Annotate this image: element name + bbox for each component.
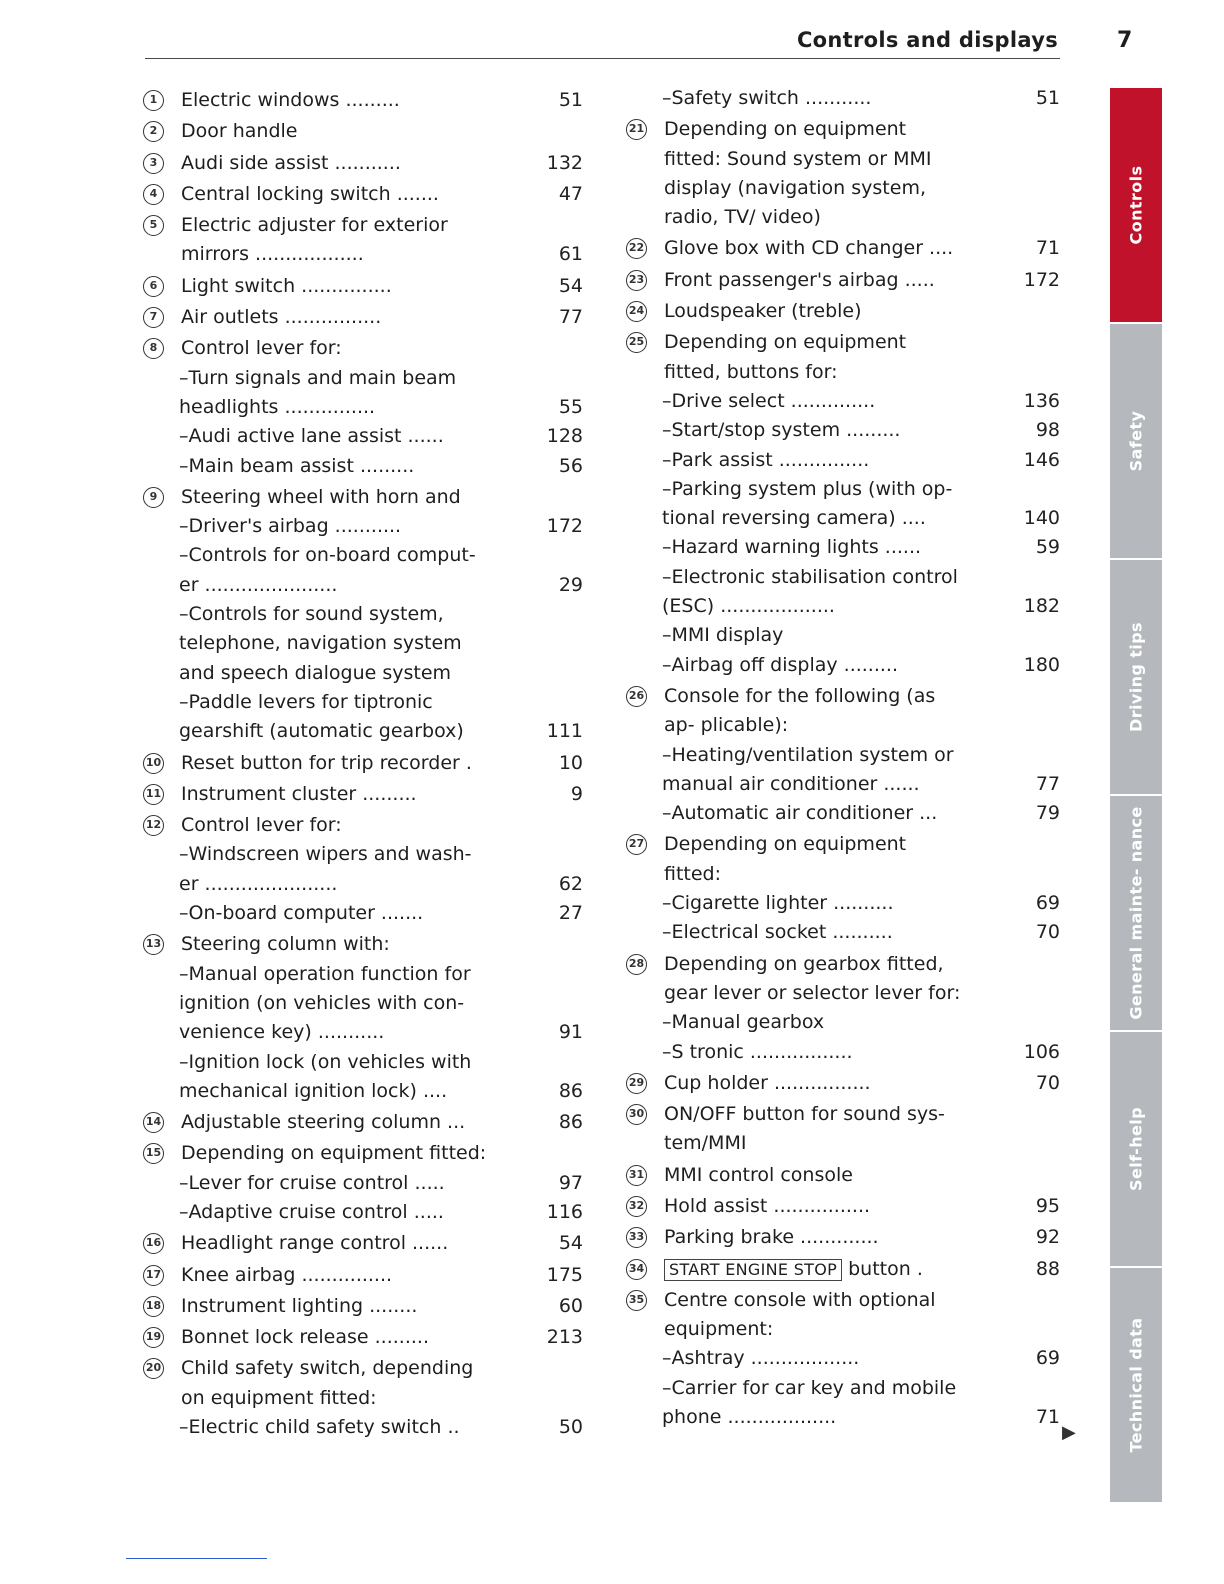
entry-label: Heating/ventilation system or manual air conditioner ...... <box>662 743 954 795</box>
entry-label: Park assist ............... <box>671 448 870 471</box>
legend-entry <box>143 749 583 778</box>
entry-label: Electric child safety switch .. <box>188 1416 460 1439</box>
entry-label: Electronic stabilisation control (ESC) ................... <box>662 565 958 618</box>
sub-entry <box>626 446 1060 475</box>
callout-number-icon: 10 <box>143 753 164 774</box>
footer-rule <box>126 1558 267 1559</box>
callout-number-icon: 22 <box>626 238 647 259</box>
legend-entry <box>143 930 583 959</box>
page-reference: 10 <box>558 751 583 774</box>
entry-label: Parking system plus (with op- tional reversing camera) .... <box>662 477 953 530</box>
entry-text: –Windscreen wipers and wash- er ...................... <box>179 843 472 895</box>
page-reference: 116 <box>546 1200 583 1223</box>
entry-label: Knee airbag ............... <box>181 1263 393 1286</box>
entry-label: Paddle levers for tiptronic gearshift (automatic gearbox) <box>179 690 464 743</box>
legend-entry <box>143 211 583 270</box>
page-reference: 77 <box>558 306 583 329</box>
entry-label: Ashtray .................. <box>671 1347 860 1370</box>
entry-label: Audi side assist ........... <box>181 151 401 174</box>
callout-number-icon: 13 <box>143 934 164 955</box>
entry-text: –Audi active lane assist ...... <box>179 425 444 448</box>
legend-entry <box>143 272 583 301</box>
callout-number-icon: 25 <box>626 332 647 353</box>
legend-entry <box>143 780 583 809</box>
page-reference: 51 <box>1035 87 1060 109</box>
entry-label: Light switch ............... <box>181 274 392 297</box>
entry-text: –Paddle levers for tiptronic gearshift (automatic gearbox) <box>179 690 464 743</box>
entry-text <box>664 1161 1060 1190</box>
entry-label: Steering wheel with horn and <box>181 485 461 508</box>
callout-number-icon: 32 <box>626 1196 647 1217</box>
entry-text: –Manual operation function for ignition (on vehicles with con- venience key) ........... <box>179 962 471 1044</box>
entry-text <box>664 297 1060 326</box>
entry-text <box>181 117 583 146</box>
callout-number-icon: 9 <box>143 487 164 508</box>
page-reference: 86 <box>558 1111 583 1134</box>
entry-label: Control lever for: <box>181 337 342 360</box>
callout-number-icon: 28 <box>626 954 647 975</box>
sub-entry <box>626 889 1060 918</box>
entry-label: ON/OFF button for sound sys- tem/MMI <box>664 1103 945 1155</box>
entry-label: Centre console with optional equipment: <box>664 1288 936 1341</box>
page-reference: 27 <box>558 902 583 925</box>
sub-entry <box>626 918 1060 947</box>
page-reference: 146 <box>1023 448 1060 471</box>
entry-label: On-board computer ....... <box>188 902 424 925</box>
page-reference: 111 <box>546 720 583 743</box>
legend-entry <box>626 297 1060 326</box>
page-reference: 97 <box>558 1171 583 1194</box>
page-reference: 59 <box>1035 536 1060 559</box>
page-reference: 55 <box>558 395 583 418</box>
page-reference: 95 <box>1035 1194 1060 1217</box>
entry-label: Adjustable steering column ... <box>181 1111 466 1134</box>
entry-label: Airbag off display ......... <box>671 653 899 676</box>
sub-entry <box>626 1344 1060 1373</box>
callout-number-icon: 18 <box>143 1296 164 1317</box>
page-reference: 172 <box>1023 268 1060 291</box>
callout-number-icon: 34 <box>626 1259 647 1280</box>
entry-label: Adaptive cruise control ..... <box>188 1200 444 1223</box>
sub-entry <box>143 600 583 688</box>
entry-label: Instrument lighting ........ <box>181 1294 418 1317</box>
sub-entry <box>626 799 1060 828</box>
entry-label: Console for the following (as ap- plicable): <box>664 684 936 737</box>
callout-number-icon: 2 <box>143 121 164 142</box>
entry-label: Controls for sound system, telephone, navigation system and speech dialogue system <box>179 603 462 684</box>
entry-label: Main beam assist ......... <box>188 454 415 477</box>
entry-label: Safety switch ........... <box>671 87 872 109</box>
entry-label: Drive select .............. <box>671 389 876 412</box>
callout-number-icon: 27 <box>626 834 647 855</box>
entry-label: Manual operation function for ignition (on vehicles with con- venience key) ........... <box>179 962 471 1044</box>
page-reference: 77 <box>1035 772 1060 795</box>
page-reference: 50 <box>558 1416 583 1439</box>
sub-entry <box>143 452 583 481</box>
legend-entry <box>626 950 1060 1009</box>
entry-text <box>181 811 583 840</box>
entry-label: Turn signals and main beam headlights ............... <box>179 366 457 418</box>
entry-label: MMI control console <box>664 1163 853 1186</box>
entry-text <box>181 1354 583 1413</box>
entry-text: –Electrical socket .......... <box>662 921 893 944</box>
entry-label: Front passenger's airbag ..... <box>664 268 935 291</box>
page-reference: 69 <box>1035 1347 1060 1370</box>
entry-text: –Controls for sound system, telephone, navigation system and speech dialogue system <box>179 603 462 684</box>
page-reference: 54 <box>558 1232 583 1255</box>
page-reference: 213 <box>546 1326 583 1349</box>
entry-label: Air outlets ................ <box>181 306 382 329</box>
callout-number-icon: 29 <box>626 1073 647 1094</box>
entry-label: Ignition lock (on vehicles with mechanical ignition lock) .... <box>179 1050 472 1102</box>
start-engine-stop-key: START ENGINE STOP <box>664 1259 842 1281</box>
sub-entry <box>143 688 583 747</box>
entry-label: Manual gearbox <box>671 1011 825 1034</box>
sub-entry <box>143 422 583 451</box>
page-reference: 132 <box>546 151 583 174</box>
legend-entry <box>626 115 1060 232</box>
entry-text <box>664 1286 1060 1345</box>
entry-label: Cigarette lighter .......... <box>671 892 894 915</box>
entry-label: S tronic ................. <box>671 1040 853 1063</box>
entry-text: –Electronic stabilisation control (ESC) ................... <box>662 565 958 618</box>
legend-entry <box>143 1292 583 1321</box>
callout-number-icon: 14 <box>143 1112 164 1133</box>
entry-text: –MMI display <box>662 624 784 647</box>
entry-label: Loudspeaker (treble) <box>664 300 862 323</box>
callout-number-icon: 15 <box>143 1143 164 1164</box>
entry-text: –Parking system plus (with op- tional reversing camera) .... <box>662 477 953 530</box>
sub-entry <box>143 512 583 541</box>
entry-text: –Ignition lock (on vehicles with mechanical ignition lock) .... <box>179 1050 472 1102</box>
legend-entry <box>626 1069 1060 1098</box>
legend-entry <box>143 149 583 178</box>
legend-entry <box>143 303 583 332</box>
callout-number-icon: 35 <box>626 1290 647 1311</box>
entry-label: Child safety switch, depending on equipment fitted: <box>181 1357 474 1409</box>
entry-label: Depending on equipment fitted: <box>664 833 907 885</box>
chapter-tab-label: Technical data <box>1126 1317 1146 1453</box>
entry-label: Lever for cruise control ..... <box>188 1171 445 1194</box>
legend-entry <box>626 830 1060 889</box>
callout-number-icon: 1 <box>143 90 164 111</box>
left-column <box>143 84 583 1442</box>
entry-label: Instrument cluster ......... <box>181 782 417 805</box>
entry-text <box>181 334 583 363</box>
entry-text <box>664 1100 1060 1159</box>
page-reference: 106 <box>1023 1040 1060 1063</box>
sub-entry <box>626 741 1060 800</box>
entry-label: button . <box>848 1257 923 1280</box>
entry-text <box>664 830 1060 889</box>
entry-label: Audi active lane assist ...... <box>188 425 444 448</box>
entry-text: –S tronic ................. <box>662 1040 853 1063</box>
entry-label: Windscreen wipers and wash- er ...................... <box>179 843 472 895</box>
entry-label: Parking brake ............. <box>664 1226 879 1249</box>
chapter-tab-1[interactable] <box>1110 324 1162 558</box>
page-reference: 98 <box>1035 419 1060 442</box>
legend-entry <box>143 1229 583 1258</box>
page-reference: 92 <box>1035 1226 1060 1249</box>
entry-label: Reset button for trip recorder . <box>181 751 472 774</box>
page-number: 7 <box>1117 28 1133 53</box>
entry-text: –Heating/ventilation system or manual air conditioner ...... <box>662 743 954 795</box>
entry-text <box>664 115 1060 232</box>
callout-number-icon: 23 <box>626 270 647 291</box>
entry-text <box>181 483 583 512</box>
sub-entry <box>143 960 583 1048</box>
page-reference: 69 <box>1035 892 1060 915</box>
callout-number-icon: 21 <box>626 119 647 140</box>
legend-entry <box>143 1139 583 1168</box>
legend-entry <box>626 234 1060 263</box>
entry-label: Steering column with: <box>181 933 390 956</box>
entry-label: Glove box with CD changer .... <box>664 237 954 260</box>
page-reference: 172 <box>546 515 583 538</box>
chapter-tab-label: General mainte- nance <box>1126 806 1146 1020</box>
entry-label: Door handle <box>181 120 298 143</box>
entry-label: Depending on gearbox fitted, gear lever or selector lever for: <box>664 952 961 1004</box>
entry-label: Electric windows ......... <box>181 89 400 111</box>
sub-entry <box>143 1048 583 1107</box>
entry-text: –Driver's airbag ........... <box>179 515 402 538</box>
entry-text <box>181 930 583 959</box>
entry-text <box>664 950 1060 1009</box>
sub-entry <box>143 541 583 600</box>
page-reference: 175 <box>546 1263 583 1286</box>
entry-text: –Electric child safety switch .. <box>179 1416 460 1439</box>
legend-entry <box>626 1161 1060 1190</box>
legend-entry <box>626 1255 1060 1284</box>
sub-entry <box>626 416 1060 445</box>
entry-label: Depending on equipment fitted: Sound system or MMI display (navigation system, radio, TV/ video) <box>664 118 932 229</box>
page-reference: 88 <box>1035 1257 1060 1280</box>
entry-text: –Manual gearbox <box>662 1011 825 1034</box>
legend-entry <box>626 1100 1060 1159</box>
entry-label: Carrier for car key and mobile phone .................. <box>662 1376 957 1429</box>
entry-label: Controls for on-board comput- er ...................... <box>179 544 476 596</box>
legend-entry <box>143 1323 583 1352</box>
entry-text: –Cigarette lighter .......... <box>662 892 894 915</box>
entry-text: –Drive select .............. <box>662 389 876 412</box>
legend-entry <box>626 266 1060 295</box>
entry-label: Hazard warning lights ...... <box>671 536 922 559</box>
entry-label: Start/stop system ......... <box>671 419 901 442</box>
page-reference: 29 <box>558 573 583 596</box>
entry-label: Bonnet lock release ......... <box>181 1326 429 1349</box>
entry-text: –Airbag off display ......... <box>662 653 899 676</box>
callout-number-icon: 6 <box>143 276 164 297</box>
entry-text: –Adaptive cruise control ..... <box>179 1200 444 1223</box>
page-reference: 182 <box>1023 595 1060 618</box>
legend-entry <box>626 328 1060 387</box>
chapter-tab-label: Controls <box>1126 165 1146 245</box>
page-reference: 180 <box>1023 653 1060 676</box>
callout-number-icon: 11 <box>143 784 164 805</box>
sub-entry <box>143 1413 583 1442</box>
entry-text <box>664 328 1060 387</box>
page-reference: 71 <box>1035 1406 1060 1429</box>
page-reference: 47 <box>558 182 583 205</box>
entry-label: Depending on equipment fitted, buttons for: <box>664 331 907 383</box>
section-title: Controls and displays <box>796 28 1058 52</box>
callout-number-icon: 26 <box>626 686 647 707</box>
page-reference: 60 <box>558 1294 583 1317</box>
continue-arrow-icon: ▶ <box>1062 1422 1076 1443</box>
entry-label: Central locking switch ....... <box>181 182 439 205</box>
page-header <box>145 26 1060 59</box>
callout-number-icon: 5 <box>143 215 164 236</box>
sub-entry <box>143 1198 583 1227</box>
entry-label: Driver's airbag ........... <box>188 515 402 538</box>
sub-entry <box>626 1374 1060 1433</box>
callout-number-icon: 7 <box>143 307 164 328</box>
legend-entry <box>143 811 583 840</box>
page-reference: 9 <box>570 782 583 805</box>
legend-entry <box>143 180 583 209</box>
legend-entry <box>143 334 583 363</box>
sub-entry <box>626 1038 1060 1067</box>
entry-text: –Turn signals and main beam headlights ............... <box>179 366 457 418</box>
sub-entry <box>626 387 1060 416</box>
entry-label: Hold assist ................ <box>664 1194 871 1217</box>
callout-number-icon: 31 <box>626 1165 647 1186</box>
page-reference: 70 <box>1035 1071 1060 1094</box>
entry-text <box>181 1139 583 1168</box>
chapter-tab-label: Safety <box>1126 410 1146 472</box>
sub-entry <box>626 84 1060 113</box>
callout-number-icon: 33 <box>626 1227 647 1248</box>
page-reference: 140 <box>1023 507 1060 530</box>
entry-text: –Ashtray .................. <box>662 1347 860 1370</box>
entry-text: –Safety switch ........... <box>662 87 872 109</box>
callout-number-icon: 12 <box>143 815 164 836</box>
callout-number-icon: 30 <box>626 1104 647 1125</box>
page-reference: 128 <box>546 425 583 448</box>
entry-text: –Controls for on-board comput- er ...................... <box>179 544 476 596</box>
chapter-tab-0[interactable] <box>1110 88 1162 322</box>
page-reference: 61 <box>558 243 583 266</box>
legend-entry <box>626 1223 1060 1252</box>
callout-number-icon: 4 <box>143 184 164 205</box>
sub-entry <box>143 840 583 899</box>
entry-text: –Main beam assist ......... <box>179 454 415 477</box>
entry-text: –Lever for cruise control ..... <box>179 1171 445 1194</box>
sub-entry <box>143 1169 583 1198</box>
legend-entry <box>143 86 583 115</box>
callout-number-icon: 20 <box>143 1358 164 1379</box>
entry-label: Electric adjuster for exterior mirrors .................. <box>181 214 448 266</box>
page-reference: 136 <box>1023 389 1060 412</box>
chapter-tab-3[interactable] <box>1110 796 1162 1030</box>
entry-label: Cup holder ................ <box>664 1071 871 1094</box>
legend-entry <box>143 1354 583 1413</box>
entry-label: Control lever for: <box>181 814 342 837</box>
page-reference: 56 <box>558 454 583 477</box>
legend-entry <box>143 483 583 512</box>
callout-number-icon: 17 <box>143 1265 164 1286</box>
entry-label: Automatic air conditioner ... <box>671 802 938 825</box>
sub-entry <box>626 533 1060 562</box>
sub-entry <box>626 621 1060 650</box>
sub-entry <box>626 475 1060 534</box>
page-reference: 54 <box>558 274 583 297</box>
callout-number-icon: 3 <box>143 153 164 174</box>
legend-entry <box>143 117 583 146</box>
entry-text: –Carrier for car key and mobile phone .................. <box>662 1376 957 1429</box>
sub-entry <box>143 364 583 423</box>
chapter-tab-5[interactable] <box>1110 1268 1162 1502</box>
page-reference: 71 <box>1035 237 1060 260</box>
legend-entry <box>626 1286 1060 1345</box>
callout-number-icon: 24 <box>626 301 647 322</box>
entry-text: –Start/stop system ......... <box>662 419 901 442</box>
right-column <box>626 84 1060 1432</box>
callout-number-icon: 19 <box>143 1327 164 1348</box>
entry-label: Depending on equipment fitted: <box>181 1142 487 1165</box>
chapter-tab-2[interactable] <box>1110 560 1162 794</box>
sub-entry <box>143 899 583 928</box>
entry-text: –Hazard warning lights ...... <box>662 536 922 559</box>
page-reference: 62 <box>558 872 583 895</box>
page-reference: 86 <box>558 1079 583 1102</box>
sub-entry <box>626 563 1060 622</box>
legend-entry <box>626 682 1060 741</box>
legend-entry <box>143 1261 583 1290</box>
page-reference: 79 <box>1035 802 1060 825</box>
sub-entry <box>626 651 1060 680</box>
page-reference: 70 <box>1035 921 1060 944</box>
legend-entry <box>143 1108 583 1137</box>
entry-label: Headlight range control ...... <box>181 1232 449 1255</box>
entry-label: Electrical socket .......... <box>671 921 893 944</box>
chapter-tab-label: Self-help <box>1126 1107 1146 1191</box>
callout-number-icon: 16 <box>143 1233 164 1254</box>
entry-text <box>664 682 1060 741</box>
sub-entry <box>626 1008 1060 1037</box>
legend-entry <box>626 1192 1060 1221</box>
page-reference: 51 <box>558 89 583 111</box>
page-reference: 91 <box>558 1021 583 1044</box>
entry-text: –Automatic air conditioner ... <box>662 802 938 825</box>
entry-text: –On-board computer ....... <box>179 902 424 925</box>
callout-number-icon: 8 <box>143 338 164 359</box>
chapter-tab-4[interactable] <box>1110 1032 1162 1266</box>
entry-label: MMI display <box>671 624 784 647</box>
entry-text: –Park assist ............... <box>662 448 870 471</box>
chapter-tab-label: Driving tips <box>1126 622 1146 732</box>
